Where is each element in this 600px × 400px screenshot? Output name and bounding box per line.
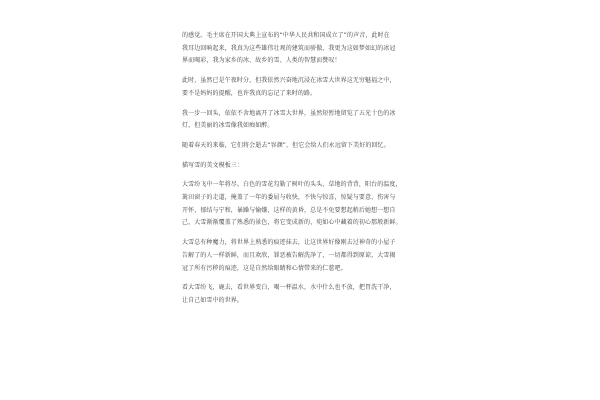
- text-line: 我一步一回头，依依不舍地离开了冰雪大世界，虽然短暂地留览了五光十色的冰: [182, 109, 396, 117]
- text-line: 描写雪的美文模板三：: [182, 161, 244, 169]
- text-line: 要不是妈妈的提醒，也许我真的忘记了来时的路。: [182, 89, 317, 97]
- text-line: 界而喝彩，我为家乡的冰、故乡的雪、人类的智慧而赞叹！: [182, 57, 341, 65]
- document-page: [182, 30, 424, 315]
- paragraph-4: [182, 140, 424, 153]
- paragraph-2: [182, 75, 424, 100]
- paragraph-3: [182, 108, 424, 133]
- text-line: 开怀，郁结与宁和，暴躁与愉嫌，这样的黄昏，总是不免要想起稍后她想一想自: [182, 206, 396, 214]
- text-line: 此时，虽然已是午夜时分，但我依然兴奋地沉浸在冰雪大世界这无穷魅福之中，: [182, 77, 396, 85]
- text-line: 看大雪纷飞，鹿去，看世界变白，喝一杯温水，水中什么也不放，把胃洗干净，: [182, 284, 396, 292]
- text-line: 己，大雪渐渐覆盖了熟悉的景色，将它变成新的，宛如心中藏着的初心那般新鲜。: [182, 219, 402, 227]
- text-line: 大雪纷飞中一年将尽。白色的雪花勾勒了树叶的头头，草地的背背，阳台的温度，: [182, 181, 402, 189]
- section-heading: [182, 160, 424, 173]
- paragraph-6: [182, 237, 424, 275]
- text-line: 随着春天的来临，它们将会逝去“容颜”，但它会给人们永远留下美好的回忆。: [182, 141, 390, 149]
- text-line: 让自己如雪中的世界。: [182, 296, 244, 304]
- text-line: 的感觉。毛主席在开国大典上宣布的“中华人民共和国成立了”的声音，此时在: [182, 32, 390, 39]
- text-line: 我耳边回响起来，我真为这些雄伟壮观的建筑而骄傲，我更为这如梦如幻的冰冠: [182, 44, 396, 52]
- text-line: 告解了的人一样新鲜，而且欢欣，罪恶被告解洗净了，一切都得到原谅，大雪揭: [182, 251, 396, 259]
- text-line: 大雪总有种魔力，将世界上熟悉的痕迹抹去，让这世界好像刚去过神奇的小屋子: [182, 239, 396, 247]
- text-line: 冠了所有污秽的痕迹，这是自然给眼睛和心情带来的仁慈吧。: [182, 264, 347, 272]
- paragraph-1: [182, 30, 424, 68]
- paragraph-7: [182, 282, 424, 307]
- text-line: 灯，但美丽的冰雪像我如痴如醉。: [182, 122, 274, 130]
- paragraph-5: [182, 179, 424, 230]
- text-line: 篱田窗子的走道，掩盖了一年的委屈与收快，不快与惊喜，惊疑与要意，伤害与: [182, 194, 396, 202]
